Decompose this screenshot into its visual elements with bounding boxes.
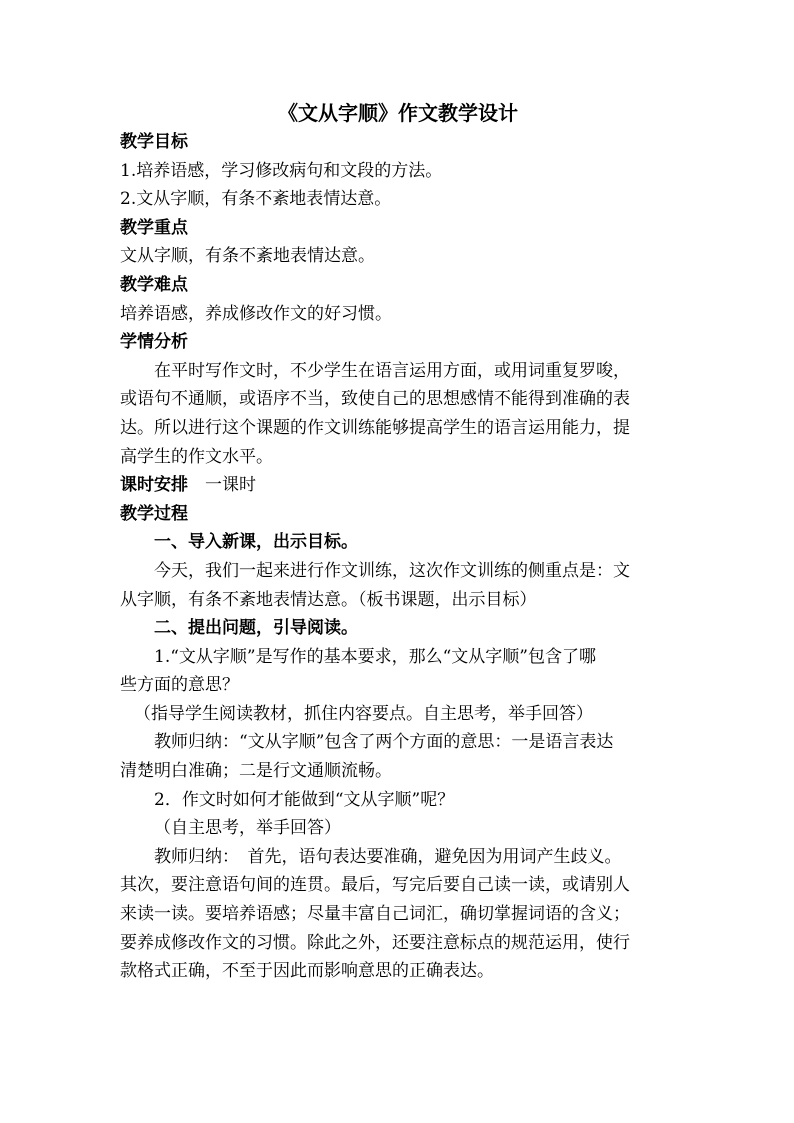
step-heading: 一、导入新课，出示目标。 (154, 532, 358, 553)
answer-line: 其次，要注意语句间的连贯。最后，写完后要自己读一读，或请别人 (120, 875, 630, 896)
section-heading-goals: 教学目标 (120, 132, 188, 152)
document-page (120, 98, 676, 986)
question-line: 1.“文从字顺”是写作的基本要求，那么“文从字顺”包含了哪 (154, 646, 596, 667)
goal-item: 2.文从字顺，有条不紊地表情达意。 (120, 189, 392, 210)
schedule-row (120, 471, 676, 500)
section-heading-process: 教学过程 (120, 503, 188, 524)
answer-line: 来读一读。要培养语感；尽量丰富自己词汇，确切掌握词语的含义； (120, 904, 630, 925)
question-line: 2．作文时如何才能做到“文从字顺”呢？ (154, 789, 455, 810)
answer-line: 要养成修改作文的习惯。除此之外，还要注意标点的规范运用，使行 (120, 932, 630, 953)
document-title: 《文从字顺》作文教学设计 (278, 101, 518, 125)
focus-text: 文从字顺，有条不紊地表情达意。 (120, 246, 375, 267)
question-line: 些方面的意思？ (120, 675, 239, 696)
schedule-value: 一课时 (205, 475, 256, 496)
guide-note: （指导学生阅读教材，抓住内容要点。自主思考，举手回答） (134, 703, 593, 724)
analysis-line: 达。所以进行这个课题的作文训练能够提高学生的语言运用能力，提 (120, 417, 630, 438)
section-heading-analysis: 学情分析 (120, 332, 188, 353)
answer-line: 款格式正确，不至于因此而影响意思的正确表达。 (120, 961, 494, 982)
analysis-line: 高学生的作文水平。 (120, 446, 273, 467)
difficulty-text: 培养语感，养成修改作文的好习惯。 (120, 303, 392, 324)
step-text-line: 从字顺，有条不紊地表情达意。（板书课题，出示目标） (120, 589, 537, 610)
step-text-line: 今天，我们一起来进行作文训练，这次作文训练的侧重点是：文 (154, 560, 630, 581)
goal-item: 1.培养语感，学习修改病句和文段的方法。 (120, 160, 443, 181)
section-heading-focus: 教学重点 (120, 217, 188, 238)
analysis-line: 或语句不通顺，或语序不当，致使自己的思想感情不能得到准确的表 (120, 389, 630, 410)
step-heading: 二、提出问题，引导阅读。 (154, 618, 358, 639)
section-heading-schedule: 课时安排 (120, 475, 188, 496)
answer-line: 清楚明白准确；二是行文通顺流畅。 (120, 761, 392, 782)
section-heading-difficulty: 教学难点 (120, 274, 188, 295)
answer-line: 教师归纳： 首先，语句表达要准确，避免因为用词产生歧义。 (154, 846, 622, 867)
answer-line: 教师归纳：“文从字顺”包含了两个方面的意思：一是语言表达 (154, 732, 614, 753)
guide-note: （自主思考，举手回答） (154, 818, 341, 839)
analysis-line: 在平时写作文时，不少学生在语言运用方面，或用词重复罗唆， (154, 360, 630, 381)
